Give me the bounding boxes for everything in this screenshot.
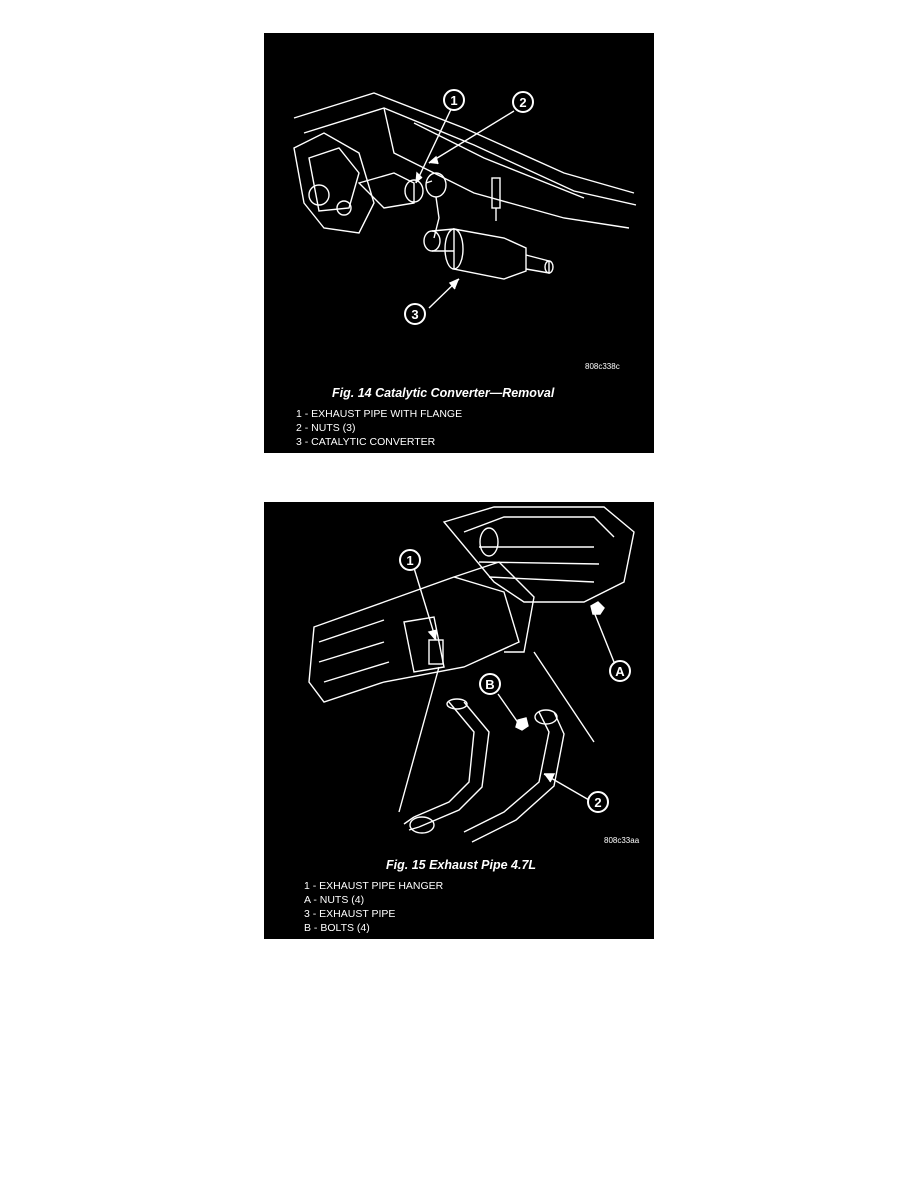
legend-item: 2 - NUTS (3) bbox=[296, 422, 356, 434]
legend-item: B - BOLTS (4) bbox=[304, 922, 370, 934]
legend-item: 3 - EXHAUST PIPE bbox=[304, 908, 396, 920]
callout-1: 1 bbox=[443, 89, 465, 111]
callout-a: A bbox=[609, 660, 631, 682]
figure-caption: Fig. 14 Catalytic Converter—Removal bbox=[332, 386, 555, 400]
callout-2: 2 bbox=[587, 791, 609, 813]
legend-item: 1 - EXHAUST PIPE WITH FLANGE bbox=[296, 408, 463, 420]
callout-1: 1 bbox=[399, 549, 421, 571]
callout-2: 2 bbox=[512, 91, 534, 113]
catalytic-converter-illustration bbox=[264, 33, 654, 378]
legend-item: 3 - CATALYTIC CONVERTER bbox=[296, 436, 436, 448]
legend-item: A - NUTS (4) bbox=[304, 894, 365, 906]
figure-exhaust-pipe-4-7l bbox=[264, 502, 654, 939]
figure-catalytic-converter-removal bbox=[264, 33, 654, 453]
callout-b: B bbox=[479, 673, 501, 695]
image-code: 808c33aa bbox=[604, 836, 640, 845]
figure-caption: Fig. 15 Exhaust Pipe 4.7L bbox=[386, 858, 537, 872]
figure-legend bbox=[296, 407, 462, 449]
callout-3: 3 bbox=[404, 303, 426, 325]
figure-legend bbox=[304, 879, 443, 935]
image-code: 808c338c bbox=[585, 362, 620, 371]
legend-item: 1 - EXHAUST PIPE HANGER bbox=[304, 880, 444, 892]
